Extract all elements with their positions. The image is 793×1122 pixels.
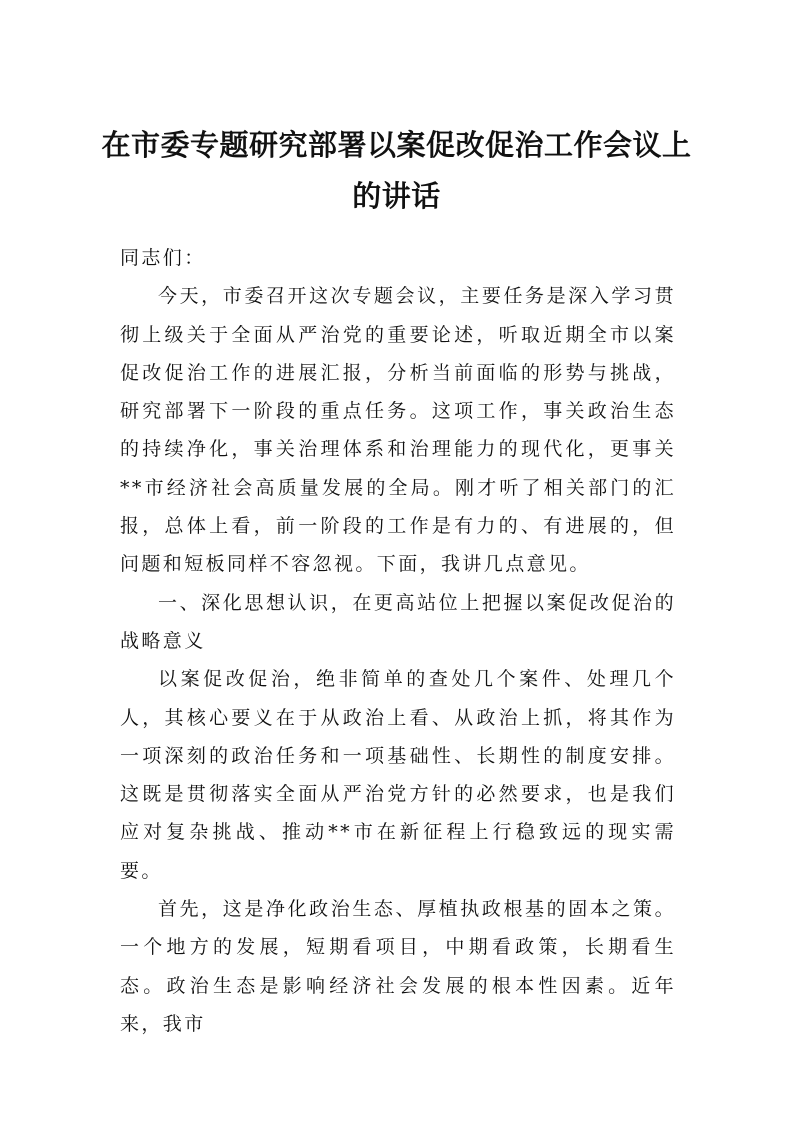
document-title: 在市委专题研究部署以案促改促治工作会议上的讲话: [101, 128, 692, 213]
section-heading-1: 一、深化思想认识，在更高站位上把握以案促改促治的战略意义: [120, 591, 676, 652]
paragraph-section-1: 以案促改促治，绝非简单的查处几个案件、处理几个人，其核心要义在于从政治上看、从政治上抓，将其作为一项深刻的政治任务和一项基础性、长期性的制度安排。这既是贯彻落实全面从严治党方针的必然要求，也是我们应对复杂挑战、推动**市在新征程上行稳致远的现实需要。: [120, 668, 676, 882]
salutation: 同志们：: [120, 247, 206, 269]
paragraph-intro: 今天，市委召开这次专题会议，主要任务是深入学习贯彻上级关于全面从严治党的重要论述，听取近期全市以案促改促治工作的进展汇报，分析当前面临的形势与挑战，研究部署下一阶段的重点任务。这项工作，事关政治生态的持续净化，事关治理体系和治理能力的现代化，更事关**市经济社会高质量发展的全局。刚才听了相关部门的汇报，总体上看，前一阶段的工作是有力的、有进展的，但问题和短板同样不容忽视。下面，我讲几点意见。: [120, 285, 676, 576]
document-body: [120, 239, 676, 1043]
paragraph-first-point: 首先，这是净化政治生态、厚植执政根基的固本之策。一个地方的发展，短期看项目，中期看政策，长期看生态。政治生态是影响经济社会发展的根本性因素。近年来，我市: [120, 898, 676, 1035]
